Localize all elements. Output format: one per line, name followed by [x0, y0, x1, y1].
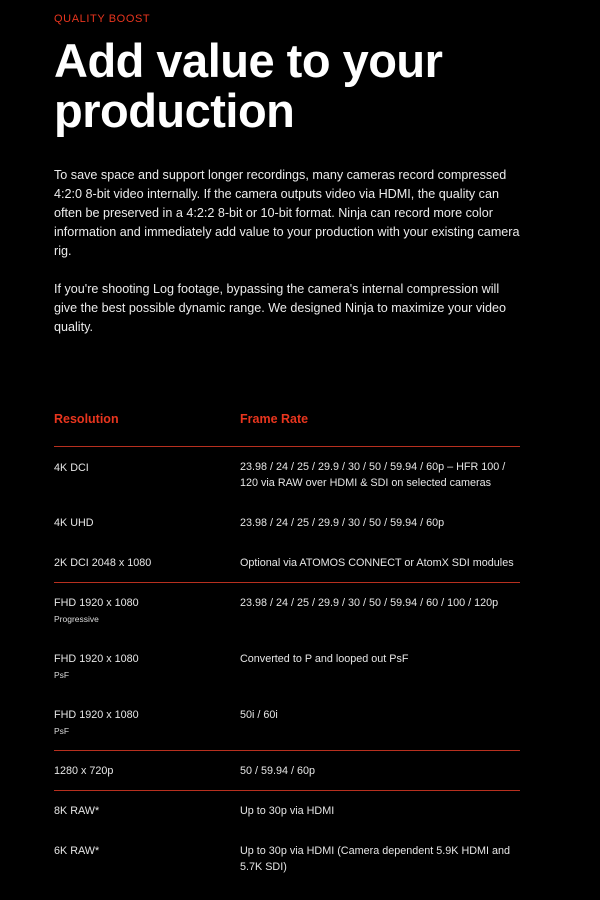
table-row	[54, 639, 520, 695]
resolution-cell	[54, 596, 234, 626]
frame-rate-cell: 50i / 60i	[240, 709, 278, 721]
resolution-cell	[54, 652, 234, 682]
resolution-value: 4K DCI	[54, 462, 89, 474]
resolution-value: 4K UHD	[54, 517, 94, 529]
frame-rate-cell: 23.98 / 24 / 25 / 29.9 / 30 / 50 / 59.94 / 60p – HFR 100 / 120 via RAW over HDMI & SDI on selected cameras	[240, 461, 506, 489]
resolution-value: 8K RAW*	[54, 805, 100, 817]
table-row	[54, 791, 520, 831]
resolution-value: 6K RAW*	[54, 845, 100, 857]
intro-paragraph: To save space and support longer recordings, many cameras record compressed 4:2:0 8-bit video internally. If the camera outputs video via HDMI, the quality can often be preserved in a 4:2:2 8-bit or 10-bit format. Ninja can record more color information and immediately add value to your production with your existing camera rig.	[54, 168, 520, 258]
table-row	[54, 695, 520, 750]
resolution-cell	[54, 516, 234, 532]
frame-rate-cell: Converted to P and looped out PsF	[240, 653, 409, 665]
table-row	[54, 583, 520, 639]
resolution-cell	[54, 764, 234, 780]
log-footage-paragraph: If you're shooting Log footage, bypassing the camera's internal compression will give the best possible dynamic range. We designed Ninja to maximize your video quality.	[54, 282, 506, 334]
table-group-4k-2k	[54, 447, 520, 583]
scan-type-label: PsF	[54, 669, 70, 680]
resolution-column-header: Resolution	[54, 412, 119, 426]
table-row	[54, 831, 520, 881]
frame-rate-cell: Up to 30p via HDMI (Camera dependent 5.9K HDMI and 5.7K SDI)	[240, 845, 511, 873]
table-row	[54, 503, 520, 543]
table-group-raw	[54, 791, 520, 881]
table-group-720p	[54, 751, 520, 791]
resolution-value: 2K DCI 2048 x 1080	[54, 557, 152, 569]
resolution-cell	[54, 556, 234, 572]
resolution-cell	[54, 461, 234, 477]
table-row	[54, 447, 520, 503]
resolution-cell	[54, 804, 234, 820]
scan-type-label: PsF	[54, 725, 70, 736]
frame-rate-cell: 23.98 / 24 / 25 / 29.9 / 30 / 50 / 59.94 / 60 / 100 / 120p	[240, 597, 499, 609]
frame-rate-cell: Optional via ATOMOS CONNECT or AtomX SDI modules	[240, 557, 514, 569]
scan-type-label: Progressive	[54, 613, 99, 624]
table-row	[54, 543, 520, 582]
table-group-fhd	[54, 583, 520, 751]
resolution-value: FHD 1920 x 1080	[54, 597, 139, 609]
resolution-frame-rate-table	[54, 408, 520, 881]
table-header	[54, 408, 520, 447]
frame-rate-cell: 23.98 / 24 / 25 / 29.9 / 30 / 50 / 59.94 / 60p	[240, 517, 445, 529]
frame-rate-column-header: Frame Rate	[240, 412, 309, 426]
resolution-value: 1280 x 720p	[54, 765, 114, 777]
section-headline: Add value to your production	[54, 34, 443, 137]
resolution-cell	[54, 708, 234, 738]
frame-rate-cell: 50 / 59.94 / 60p	[240, 765, 316, 777]
table-row	[54, 751, 520, 790]
resolution-value: FHD 1920 x 1080	[54, 709, 139, 721]
resolution-value: FHD 1920 x 1080	[54, 653, 139, 665]
section-eyebrow: QUALITY BOOST	[54, 13, 151, 25]
resolution-cell	[54, 844, 234, 860]
frame-rate-cell: Up to 30p via HDMI	[240, 805, 335, 817]
